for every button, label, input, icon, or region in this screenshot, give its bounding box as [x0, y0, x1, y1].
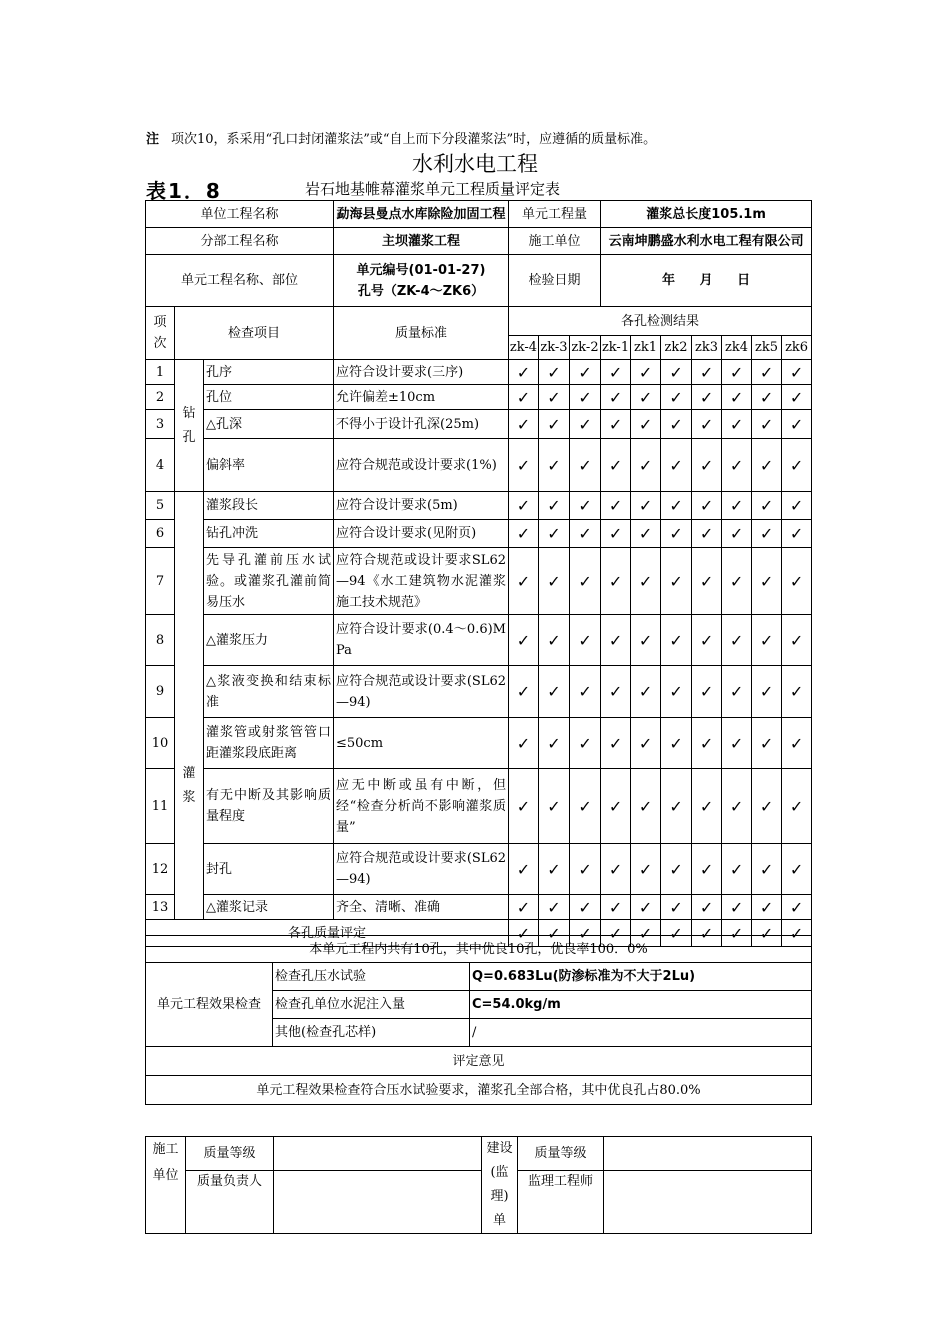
note-text: 项次10，系采用“孔口封闭灌浆法”或“自上而下分段灌浆法”时，应遵循的质量标准。: [171, 132, 657, 147]
check-mark: ✓: [539, 492, 570, 520]
check-mark: ✓: [692, 439, 722, 492]
check-mark: ✓: [509, 439, 539, 492]
quality-standard: 应符合规范或设计要求(SL62—94): [334, 844, 509, 895]
check-mark: ✓: [752, 844, 782, 895]
inspection-date: 年 月 日: [601, 255, 812, 307]
check-mark: ✓: [601, 895, 631, 920]
opinion-label: 评定意见: [146, 1047, 812, 1076]
hole-header: zk4: [722, 336, 752, 360]
contractor-label: 施工单位: [509, 228, 601, 255]
table-row: [146, 520, 812, 548]
check-mark: ✓: [752, 769, 782, 844]
check-mark: ✓: [570, 520, 601, 548]
check-item-header: 检查项目: [175, 307, 334, 360]
quality-standard: 应符合设计要求(5m): [334, 492, 509, 520]
check-mark: ✓: [782, 769, 812, 844]
check-mark: ✓: [692, 492, 722, 520]
check-mark: ✓: [631, 615, 661, 666]
item-no-header: 项次: [146, 307, 175, 360]
standard-header: 质量标准: [334, 307, 509, 360]
quality-grade-value-2: [604, 1137, 812, 1171]
check-item: △灌浆压力: [204, 615, 334, 666]
check-mark: ✓: [570, 548, 601, 615]
item-number: 3: [146, 410, 175, 439]
check-mark: ✓: [782, 410, 812, 439]
check-mark: ✓: [539, 360, 570, 385]
check-mark: ✓: [539, 615, 570, 666]
check-mark: ✓: [570, 360, 601, 385]
check-mark: ✓: [631, 844, 661, 895]
check-mark: ✓: [601, 520, 631, 548]
check-mark: ✓: [782, 360, 812, 385]
quality-standard: 应符合规范或设计要求SL62—94《水工建筑物水泥灌浆施工技术规范》: [334, 548, 509, 615]
effect-item: 其他(检查孔芯样): [273, 1019, 470, 1047]
check-mark: ✓: [661, 548, 692, 615]
check-mark: ✓: [509, 718, 539, 769]
item-number: 9: [146, 666, 175, 718]
check-item: 灌浆管或射浆管管口距灌浆段底距离: [204, 718, 334, 769]
table-row: [146, 895, 812, 920]
check-mark: ✓: [692, 844, 722, 895]
table-row: [146, 360, 812, 385]
hole-header: zk-2: [570, 336, 601, 360]
check-mark: ✓: [539, 718, 570, 769]
check-mark: ✓: [722, 492, 752, 520]
check-mark: ✓: [539, 769, 570, 844]
quality-manager-label: 质量负责人: [186, 1171, 274, 1234]
hole-header: zk6: [782, 336, 812, 360]
effect-check-label: 单元工程效果检查: [146, 963, 273, 1047]
check-item: 有无中断及其影响质量程度: [204, 769, 334, 844]
check-mark: ✓: [570, 410, 601, 439]
check-mark: ✓: [631, 920, 661, 947]
hole-rating-label: 各孔质量评定: [146, 920, 509, 947]
check-mark: ✓: [752, 920, 782, 947]
effect-table: [145, 935, 812, 1105]
check-mark: ✓: [509, 920, 539, 947]
table-row: [146, 385, 812, 410]
check-mark: ✓: [661, 410, 692, 439]
unit-project-name: 勐海县曼点水库除险加固工程: [334, 201, 509, 228]
check-mark: ✓: [509, 666, 539, 718]
check-mark: ✓: [539, 439, 570, 492]
check-mark: ✓: [661, 920, 692, 947]
check-mark: ✓: [692, 615, 722, 666]
check-mark: ✓: [661, 492, 692, 520]
quality-grade-value: [274, 1137, 482, 1171]
check-mark: ✓: [601, 844, 631, 895]
check-mark: ✓: [722, 718, 752, 769]
check-mark: ✓: [782, 548, 812, 615]
check-mark: ✓: [692, 385, 722, 410]
item-number: 8: [146, 615, 175, 666]
quality-standard: 应符合设计要求(见附页): [334, 520, 509, 548]
evaluation-table: [145, 200, 812, 947]
check-mark: ✓: [692, 410, 722, 439]
table-row: [146, 548, 812, 615]
check-mark: ✓: [601, 615, 631, 666]
check-mark: ✓: [782, 895, 812, 920]
check-mark: ✓: [539, 410, 570, 439]
check-mark: ✓: [692, 520, 722, 548]
check-item: 钻孔冲洗: [204, 520, 334, 548]
check-mark: ✓: [782, 615, 812, 666]
check-mark: ✓: [722, 520, 752, 548]
hole-header: zk1: [631, 336, 661, 360]
check-mark: ✓: [782, 844, 812, 895]
check-mark: ✓: [722, 615, 752, 666]
effect-value: C=54.0kg/m: [470, 991, 812, 1019]
check-mark: ✓: [782, 385, 812, 410]
quality-standard: 应符合规范或设计要求(1%): [334, 439, 509, 492]
table-row: [146, 769, 812, 844]
item-number: 7: [146, 548, 175, 615]
table-row: [146, 718, 812, 769]
check-item: △浆液变换和结束标准: [204, 666, 334, 718]
check-mark: ✓: [692, 920, 722, 947]
opinion: 单元工程效果检查符合压水试验要求，灌浆孔全部合格，其中优良孔占80.0%: [146, 1076, 812, 1105]
check-mark: ✓: [539, 666, 570, 718]
check-mark: ✓: [752, 410, 782, 439]
check-mark: ✓: [782, 520, 812, 548]
check-mark: ✓: [570, 895, 601, 920]
check-mark: ✓: [570, 769, 601, 844]
check-mark: ✓: [661, 360, 692, 385]
check-mark: ✓: [782, 439, 812, 492]
hole-header: zk2: [661, 336, 692, 360]
check-mark: ✓: [539, 920, 570, 947]
check-mark: ✓: [752, 520, 782, 548]
check-mark: ✓: [752, 360, 782, 385]
check-mark: ✓: [539, 385, 570, 410]
check-mark: ✓: [661, 385, 692, 410]
check-mark: ✓: [601, 769, 631, 844]
check-mark: ✓: [692, 769, 722, 844]
quality-standard: 应符合设计要求(三序): [334, 360, 509, 385]
check-mark: ✓: [752, 492, 782, 520]
check-item: 灌浆段长: [204, 492, 334, 520]
hole-header: zk-3: [539, 336, 570, 360]
construction-unit-label: 施工单位: [146, 1137, 186, 1234]
check-mark: ✓: [631, 769, 661, 844]
check-mark: ✓: [722, 769, 752, 844]
check-mark: ✓: [722, 548, 752, 615]
check-mark: ✓: [509, 769, 539, 844]
group-label: 钻孔: [182, 405, 196, 445]
element-name-label: 单元工程名称、部位: [146, 255, 334, 307]
check-mark: ✓: [539, 520, 570, 548]
check-item: △灌浆记录: [204, 895, 334, 920]
check-mark: ✓: [722, 385, 752, 410]
check-mark: ✓: [509, 615, 539, 666]
check-mark: ✓: [661, 666, 692, 718]
group-label: 灌浆: [182, 765, 196, 805]
check-mark: ✓: [601, 410, 631, 439]
check-mark: ✓: [539, 895, 570, 920]
check-mark: ✓: [539, 548, 570, 615]
page-heading: 水利水电工程: [412, 152, 538, 176]
check-mark: ✓: [692, 718, 722, 769]
check-mark: ✓: [692, 895, 722, 920]
check-mark: ✓: [752, 666, 782, 718]
check-mark: ✓: [692, 548, 722, 615]
item-number: 6: [146, 520, 175, 548]
footnote: [146, 128, 656, 147]
group-drilling: [175, 360, 204, 492]
check-mark: ✓: [601, 548, 631, 615]
quality-grade-label-2: 质量等级: [518, 1137, 604, 1171]
check-mark: ✓: [631, 439, 661, 492]
check-item: 孔位: [204, 385, 334, 410]
contractor: 云南坤鹏盛水利水电工程有限公司: [601, 228, 812, 255]
check-mark: ✓: [782, 666, 812, 718]
supervision-unit-label: 建设(监理)单: [482, 1137, 518, 1234]
check-mark: ✓: [661, 520, 692, 548]
check-mark: ✓: [539, 844, 570, 895]
check-mark: ✓: [782, 718, 812, 769]
quality-standard: 应符合规范或设计要求(SL62—94): [334, 666, 509, 718]
item-number: 13: [146, 895, 175, 920]
check-mark: ✓: [722, 666, 752, 718]
item-number: 1: [146, 360, 175, 385]
quality-manager-signature: [274, 1171, 482, 1234]
group-grouting: [175, 492, 204, 920]
inspection-date-label: 检验日期: [509, 255, 601, 307]
table-row: [146, 410, 812, 439]
check-mark: ✓: [631, 895, 661, 920]
check-item: 孔序: [204, 360, 334, 385]
check-mark: ✓: [661, 844, 692, 895]
check-mark: ✓: [752, 718, 782, 769]
hole-header: zk-4: [509, 336, 539, 360]
check-mark: ✓: [601, 718, 631, 769]
check-mark: ✓: [631, 666, 661, 718]
check-mark: ✓: [661, 615, 692, 666]
check-mark: ✓: [509, 492, 539, 520]
check-mark: ✓: [692, 666, 722, 718]
check-mark: ✓: [692, 360, 722, 385]
element-number: 单元编号(01-01-27): [356, 262, 486, 278]
check-mark: ✓: [722, 410, 752, 439]
check-mark: ✓: [509, 385, 539, 410]
element-quantity-label: 单元工程量: [509, 201, 601, 228]
check-mark: ✓: [631, 385, 661, 410]
check-mark: ✓: [722, 844, 752, 895]
item-number: 12: [146, 844, 175, 895]
quality-standard: 应符合设计要求(0.4～0.6)MPa: [334, 615, 509, 666]
check-mark: ✓: [509, 360, 539, 385]
item-number: 5: [146, 492, 175, 520]
check-mark: ✓: [752, 895, 782, 920]
check-mark: ✓: [631, 548, 661, 615]
check-mark: ✓: [782, 920, 812, 947]
item-number: 10: [146, 718, 175, 769]
sub-project-name-label: 分部工程名称: [146, 228, 334, 255]
supervisor-label: 监理工程师: [518, 1171, 604, 1234]
hole-header: zk-1: [601, 336, 631, 360]
check-item: 先导孔灌前压水试验。或灌浆孔灌前简易压水: [204, 548, 334, 615]
check-item: 封孔: [204, 844, 334, 895]
check-mark: ✓: [752, 385, 782, 410]
table-row: [146, 492, 812, 520]
supervisor-signature: [604, 1171, 812, 1234]
check-mark: ✓: [601, 920, 631, 947]
quality-standard: 齐全、清晰、准确: [334, 895, 509, 920]
quality-standard: 不得小于设计孔深(25m): [334, 410, 509, 439]
results-header: 各孔检测结果: [509, 307, 812, 336]
check-mark: ✓: [570, 844, 601, 895]
hole-header: zk5: [752, 336, 782, 360]
check-mark: ✓: [601, 666, 631, 718]
effect-value: /: [470, 1019, 812, 1047]
table-row: [146, 439, 812, 492]
note-label: 注: [146, 132, 160, 147]
check-mark: ✓: [570, 385, 601, 410]
check-mark: ✓: [509, 520, 539, 548]
check-mark: ✓: [722, 895, 752, 920]
table-row: [146, 615, 812, 666]
check-mark: ✓: [752, 615, 782, 666]
element-quantity: 灌浆总长度105.1m: [601, 201, 812, 228]
quality-standard: 允许偏差±10cm: [334, 385, 509, 410]
check-mark: ✓: [570, 666, 601, 718]
check-mark: ✓: [509, 548, 539, 615]
item-number: 11: [146, 769, 175, 844]
item-number: 2: [146, 385, 175, 410]
quality-standard: 应无中断或虽有中断，但经“检查分析尚不影响灌浆质量”: [334, 769, 509, 844]
check-mark: ✓: [722, 360, 752, 385]
table-title: 岩石地基帷幕灌浆单元工程质量评定表: [305, 180, 561, 198]
check-mark: ✓: [631, 718, 661, 769]
effect-value: Q=0.683Lu(防渗标准为不大于2Lu): [470, 963, 812, 991]
table-row: [146, 844, 812, 895]
element-name-cell: [334, 255, 509, 307]
check-mark: ✓: [782, 492, 812, 520]
check-mark: ✓: [509, 410, 539, 439]
check-mark: ✓: [722, 439, 752, 492]
check-mark: ✓: [601, 439, 631, 492]
check-mark: ✓: [570, 718, 601, 769]
check-mark: ✓: [631, 360, 661, 385]
check-mark: ✓: [570, 492, 601, 520]
check-item: 偏斜率: [204, 439, 334, 492]
check-mark: ✓: [722, 920, 752, 947]
check-mark: ✓: [631, 520, 661, 548]
check-mark: ✓: [570, 615, 601, 666]
quality-grade-label: 质量等级: [186, 1137, 274, 1171]
check-mark: ✓: [631, 492, 661, 520]
table-row: [146, 666, 812, 718]
effect-item: 检查孔单位水泥注入量: [273, 991, 470, 1019]
check-item: △孔深: [204, 410, 334, 439]
check-mark: ✓: [509, 844, 539, 895]
check-mark: ✓: [752, 548, 782, 615]
unit-project-name-label: 单位工程名称: [146, 201, 334, 228]
check-mark: ✓: [601, 492, 631, 520]
item-number: 4: [146, 439, 175, 492]
sub-project-name: 主坝灌浆工程: [334, 228, 509, 255]
hole-header: zk3: [692, 336, 722, 360]
check-mark: ✓: [570, 920, 601, 947]
check-mark: ✓: [631, 410, 661, 439]
check-mark: ✓: [570, 439, 601, 492]
check-mark: ✓: [601, 385, 631, 410]
check-mark: ✓: [661, 718, 692, 769]
effect-item: 检查孔压水试验: [273, 963, 470, 991]
hole-number: 孔号（ZK-4～ZK6）: [357, 283, 485, 299]
check-mark: ✓: [601, 360, 631, 385]
table-number: 表1．8: [146, 179, 222, 203]
summary: 本单元工程内共有10孔，其中优良10孔，优良率100．0%: [146, 936, 812, 963]
check-mark: ✓: [661, 895, 692, 920]
check-mark: ✓: [752, 439, 782, 492]
check-mark: ✓: [509, 895, 539, 920]
check-mark: ✓: [661, 439, 692, 492]
check-mark: ✓: [661, 769, 692, 844]
quality-standard: ≤50cm: [334, 718, 509, 769]
signoff-table: [145, 1136, 812, 1234]
